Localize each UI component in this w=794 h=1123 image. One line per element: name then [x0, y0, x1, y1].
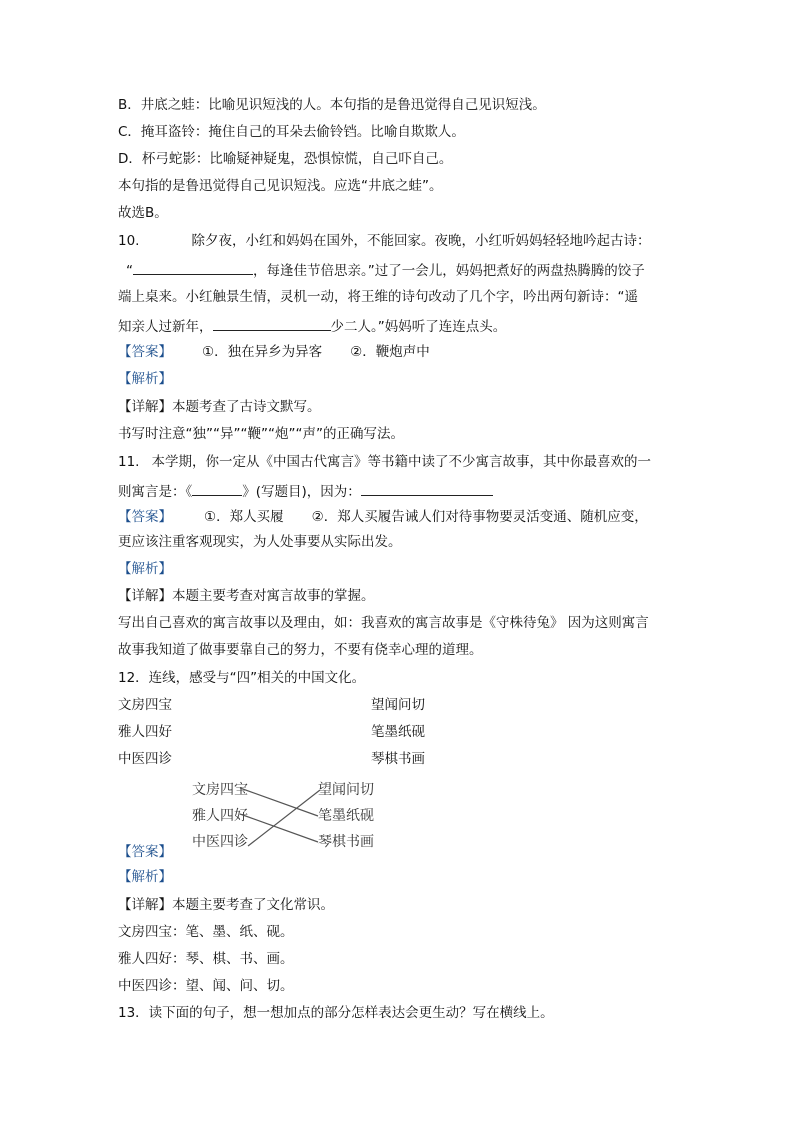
q11-line-2: [118, 480, 493, 502]
answer-label: 【答案】: [118, 509, 172, 525]
answer-label: 【答案】: [118, 344, 172, 360]
diagram-left-item: 雅人四好: [192, 808, 248, 824]
answer-label: 【答案】: [118, 844, 172, 860]
q10-blank-1[interactable]: [133, 259, 253, 275]
option-c-text: C．掩耳盗铃：掩住自己的耳朵去偷铃铛。比喻自欺欺人。: [118, 124, 465, 140]
q10-line-1: [118, 231, 650, 251]
q10-answer-2: ②．鞭炮声中: [350, 344, 430, 360]
q11-number: 11.: [118, 454, 140, 470]
q12-right-item: 琴棋书画: [371, 751, 425, 767]
option-d-text: D．杯弓蛇影：比喻疑神疑鬼，恐惧惊慌，自己吓自己。: [118, 151, 453, 167]
q12-left-item: 文房四宝: [118, 697, 172, 713]
detail-label: 【详解】: [118, 588, 172, 604]
detail-label: 【详解】: [118, 897, 172, 913]
q10-text-2: ，每逢佳节倍思亲。”过了一会儿，妈妈把煮好的两盘热腾腾的饺子: [253, 263, 645, 279]
q11-text-2-mid: 》(写题目)，因为：: [242, 484, 361, 500]
q12-detail-line: [118, 895, 334, 915]
q10-answer-line: [118, 342, 430, 362]
diagram-left-item: 中医四诊: [192, 834, 248, 850]
q12-exp-3: 中医四诊：望、闻、问、切。: [118, 978, 294, 994]
option-b-text: B．井底之蛙：比喻见识短浅的人。本句指的是鲁迅觉得自己见识短浅。: [118, 97, 546, 113]
q11-answer-2: ②．郑人买履告诫人们对待事物要灵活变通、随机应变，: [311, 509, 648, 525]
analysis-label: 【解析】: [118, 371, 172, 387]
summary-text: 本句指的是鲁迅觉得自己见识短浅。应选“井底之蛙”。: [118, 178, 443, 194]
q10-line-2: [118, 259, 645, 281]
q11-text-1: 本学期，你一定从《中国古代寓言》等书籍中读了不少寓言故事，其中你最喜欢的一: [151, 454, 651, 470]
q12-left-item: 中医四诊: [118, 751, 172, 767]
q11-blank-title[interactable]: [192, 480, 242, 496]
q12-exp-1: 文房四宝：笔、墨、纸、砚。: [118, 924, 294, 940]
diagram-right-item: 笔墨纸砚: [318, 808, 374, 824]
q12-exp-2: 雅人四好：琴、棋、书、画。: [118, 951, 294, 967]
connector-line: [240, 814, 318, 842]
q10-answer-1: ①．独在异乡为异客: [202, 344, 323, 360]
q10-text-4-end: 少二人。”妈妈听了连连点头。: [330, 319, 507, 335]
q10-line-4: [118, 315, 506, 337]
q10-text-1: 除夕夜，小红和妈妈在国外，不能回家。夜晚，小红听妈妈轻轻地吟起古诗：: [191, 233, 651, 249]
q10-blank-2[interactable]: [213, 315, 331, 331]
q10-detail-line: [118, 397, 321, 417]
q12-left-item: 雅人四好: [118, 724, 172, 740]
matching-diagram: [180, 772, 400, 862]
q10-number: 10.: [118, 233, 140, 249]
q10-note: 书写时注意“独”“异”“鞭”“炮”“声”的正确写法。: [118, 426, 404, 442]
q11-answer-1: ①．郑人买履: [204, 509, 284, 525]
detail-label: 【详解】: [118, 399, 172, 415]
diagram-right-item: 琴棋书画: [318, 834, 374, 850]
choice-text: 故选B。: [118, 205, 168, 221]
q12-row-2: [118, 722, 425, 742]
q12-right-item: 笔墨纸砚: [371, 724, 425, 740]
q11-line-1: [118, 452, 651, 472]
q11-answer-line: [118, 507, 648, 527]
q13-question: 13．读下面的句子，想一想加点的部分怎样表达会更生动？写在横线上。: [118, 1005, 554, 1021]
diagram-left-item: 文房四宝: [192, 782, 248, 798]
q12-row-1: [118, 695, 425, 715]
q10-open-quote: “: [126, 263, 133, 279]
q12-row-3: [118, 749, 425, 769]
q12-detail: 本题主要考查了文化常识。: [172, 897, 334, 913]
q11-detail-line: [118, 586, 375, 606]
q11-detail: 本题主要考查对寓言故事的掌握。: [172, 588, 375, 604]
connector-line: [248, 790, 320, 846]
q10-detail: 本题考查了古诗文默写。: [172, 399, 321, 415]
q11-answer-cont: 更应该注重客观现实，为人处事要从实际出发。: [118, 534, 402, 550]
q12-right-item: 望闻问切: [371, 697, 425, 713]
q11-text-2-start: 则寓言是：《: [118, 484, 193, 500]
analysis-label: 【解析】: [118, 561, 172, 577]
q10-text-3: 端上桌来。小红触景生情，灵机一动，将王维的诗句改动了几个字，吟出两句新诗：“遥: [118, 289, 638, 305]
q11-explain-2: 故事我知道了做事要靠自己的努力，不要有侥幸心理的道理。: [118, 642, 483, 658]
analysis-label: 【解析】: [118, 869, 172, 885]
diagram-right-item: 望闻问切: [318, 782, 374, 798]
connector-line: [240, 788, 318, 816]
q12-question: 12．连线，感受与“四”相关的中国文化。: [118, 670, 366, 686]
q10-text-4-start: 知亲人过新年，: [118, 319, 213, 335]
q11-blank-reason[interactable]: [361, 480, 493, 496]
q11-explain-1: 写出自己喜欢的寓言故事以及理由，如：我喜欢的寓言故事是《守株待兔》 因为这则寓言: [118, 615, 649, 631]
